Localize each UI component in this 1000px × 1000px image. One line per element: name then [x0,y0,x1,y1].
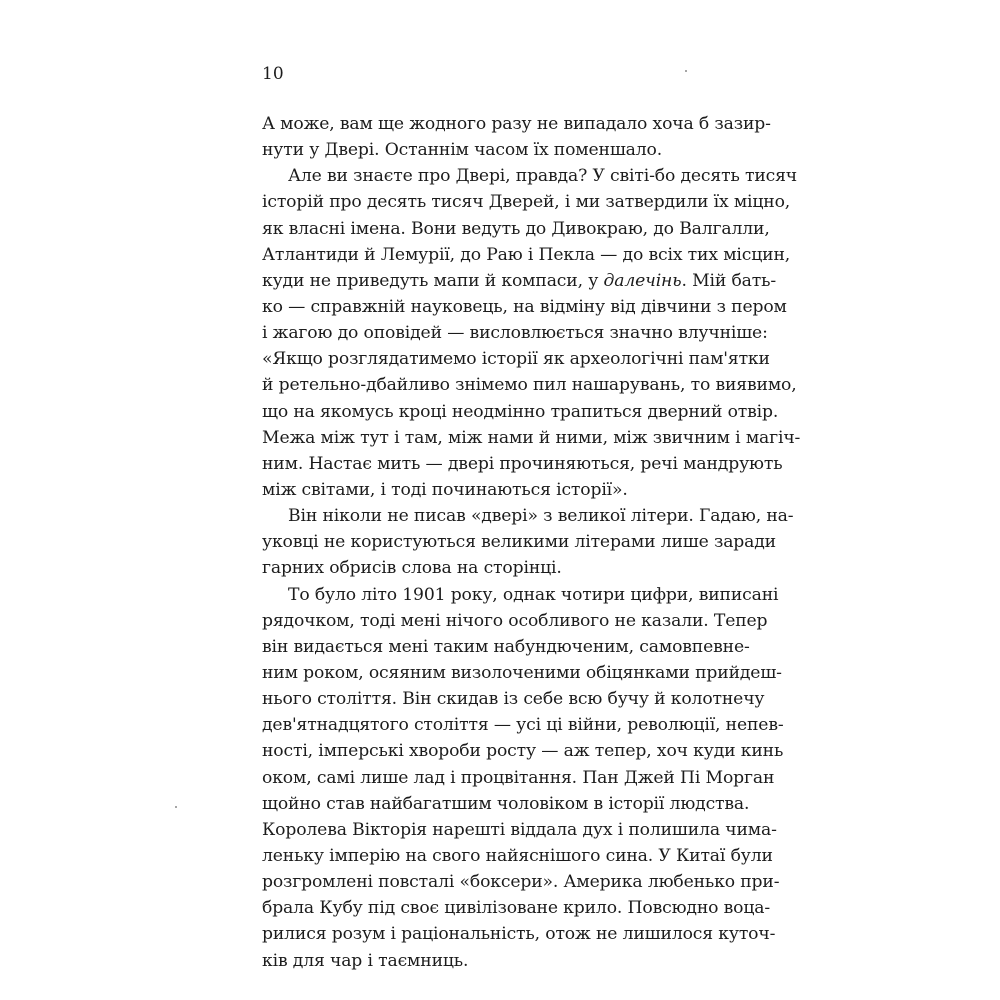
text-line: історій про десять тисяч Дверей, і ми затвердили їх міцно, [262,192,791,213]
text-line [262,268,776,294]
text-line: щойно став найбагатшим чоловіком в історії людства. [262,793,750,814]
text-line: ним. Настає мить — двері прочиняються, речі мандрують [262,453,783,474]
text-line: рядочком, тоді мені нічого особливого не казали. Тепер [262,610,768,631]
scan-speck [685,70,687,72]
text-line: Королева Вікторія нарешті віддала дух і полишила чима- [262,819,777,840]
text-line: і жагою до оповідей — висловлюється значно влучніше: [262,323,768,344]
text-line: що на якомусь кроці неодмінно трапиться дверний отвір. [262,401,779,422]
text-line: рилися розум і раціональність, отож не лишилося куточ- [262,924,776,945]
text-line: «Якщо розглядатимемо історії як археологічні пам'ятки [262,349,770,370]
text-line: оком, самі лише лад і процвітання. Пан Джей Пі Морган [262,767,775,788]
text-line: нього століття. Він скидав із себе всю бучу й колотнечу [262,689,765,710]
body-text [262,111,801,974]
text-line: ко — справжній науковець, на відміну від дівчини з пером [262,296,787,317]
text-line: Але ви знаєте про Двері, правда? У світі-бо десять тисяч [288,166,798,187]
text-line: як власні імена. Вони ведуть до Дивокраю, до Валгалли, [262,218,770,239]
text-line: Межа між тут і там, між нами й ними, між звичним і магіч- [262,427,801,448]
text-line: розгромлені повсталі «боксери». Америка любенько при- [262,872,780,893]
text-line: він видається мені таким набундюченим, самовпевне- [262,636,750,657]
text-line: й ретельно-дбайливо знімемо пил нашарувань, то виявимо, [262,375,797,396]
text-line: ним роком, осяяним визолоченими обіцянками прийдеш- [262,662,782,683]
text-line: леньку імперію на свого найяснішого сина. У Китаї були [262,845,773,866]
text-line: уковці не користуються великими літерами лише заради [262,532,776,553]
text-line: Атлантиди й Лемурії, до Раю і Пекла — до всіх тих місцин, [262,244,791,265]
text-run: . Мій бать- [681,270,776,291]
text-line: між світами, і тоді починаються історії». [262,479,628,500]
text-line: брала Кубу під своє цивілізоване крило. Повсюдно воца- [262,898,771,919]
text-line: А може, вам ще жодного разу не випадало хоча б зазир- [262,114,771,134]
text-line: То було літо 1901 року, однак чотири цифри, виписані [288,584,779,605]
text-line: нути у Двері. Останнім часом їх поменшало. [262,140,663,161]
text-line: гарних обрисів слова на сторінці. [262,558,562,579]
text-line: Він ніколи не писав «двері» з великої літери. Гадаю, на- [288,506,794,527]
italic-word: далечінь [603,270,682,291]
text-line: ності, імперські хвороби росту — аж тепер, хоч куди кинь [262,741,784,762]
text-line: ків для чар і таємниць. [262,950,469,971]
text-run: куди не приведуть мапи й компаси, у [262,270,604,291]
text-line: дев'ятнадцятого століття — усі ці війни, революції, непев- [262,715,784,736]
page-number: 10 [262,64,284,84]
scan-speck [175,806,177,808]
